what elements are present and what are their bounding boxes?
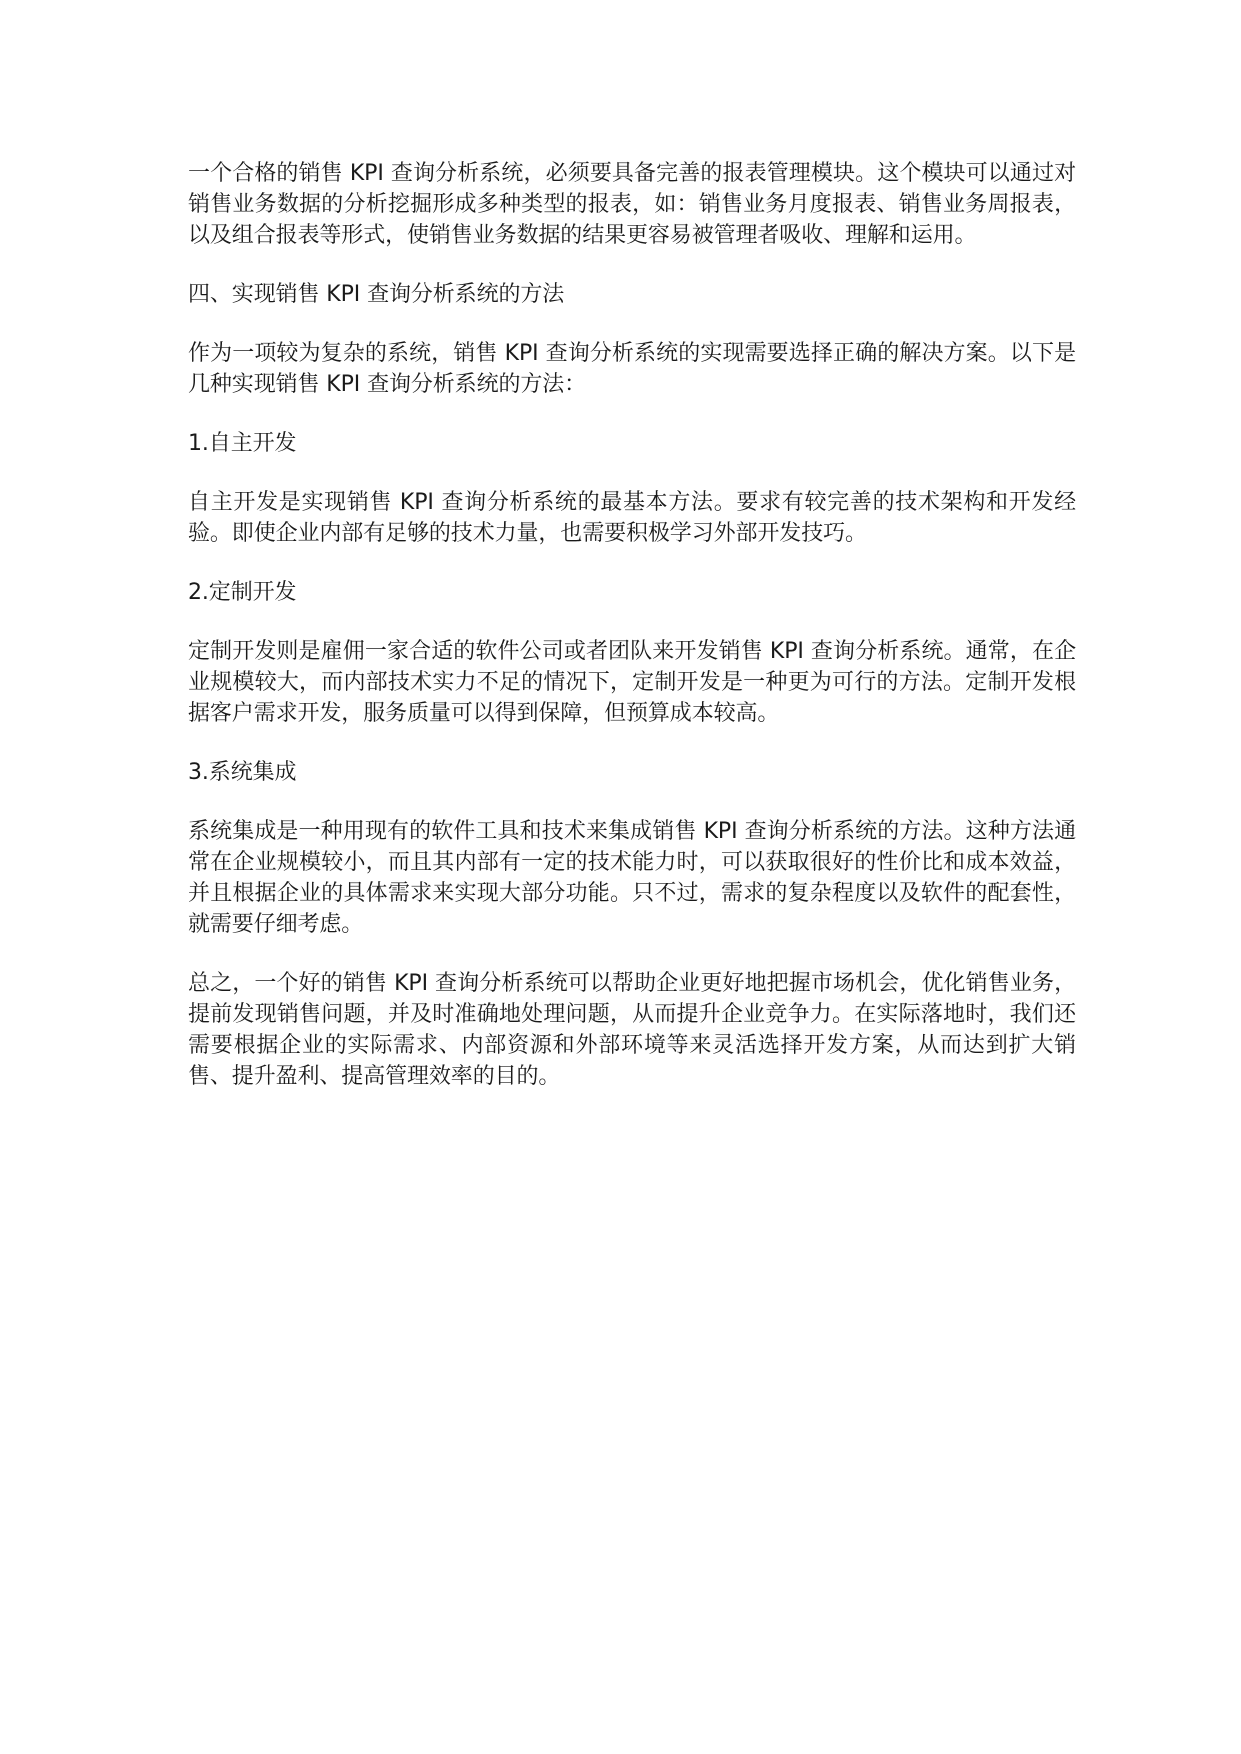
- paragraph-methods-intro: 作为一项较为复杂的系统，销售 KPI 查询分析系统的实现需要选择正确的解决方案。以下是几种实现销售 KPI 查询分析系统的方法：: [188, 341, 1076, 397]
- paragraph-self-development: 自主开发是实现销售 KPI 查询分析系统的最基本方法。要求有较完善的技术架构和开发经验。即使企业内部有足够的技术力量，也需要积极学习外部开发技巧。: [188, 490, 1076, 546]
- section-heading-methods: 四、实现销售 KPI 查询分析系统的方法: [188, 282, 565, 307]
- paragraph-conclusion: 总之，一个好的销售 KPI 查询分析系统可以帮助企业更好地把握市场机会，优化销售业务，提前发现销售问题，并及时准确地处理问题，从而提升企业竞争力。在实际落地时，我们还需要根据企业的实际需求、内部资源和外部环境等来灵活选择开发方案，从而达到扩大销售、提升盈利、提高管理效率的目的。: [188, 971, 1076, 1089]
- subheading-custom-development: 2.定制开发: [188, 580, 297, 605]
- subheading-self-development: 1.自主开发: [188, 431, 297, 456]
- subheading-system-integration: 3.系统集成: [188, 760, 297, 785]
- document-body: [188, 158, 1076, 1120]
- paragraph-system-integration: 系统集成是一种用现有的软件工具和技术来集成销售 KPI 查询分析系统的方法。这种方法通常在企业规模较小，而且其内部有一定的技术能力时，可以获取很好的性价比和成本效益，并且根据企业的具体需求来实现大部分功能。只不过，需求的复杂程度以及软件的配套性，就需要仔细考虑。: [188, 819, 1076, 937]
- paragraph-custom-development: 定制开发则是雇佣一家合适的软件公司或者团队来开发销售 KPI 查询分析系统。通常，在企业规模较大，而内部技术实力不足的情况下，定制开发是一种更为可行的方法。定制开发根据客户需求开发，服务质量可以得到保障，但预算成本较高。: [188, 639, 1076, 726]
- paragraph-report-module: 一个合格的销售 KPI 查询分析系统，必须要具备完善的报表管理模块。这个模块可以通过对销售业务数据的分析挖掘形成多种类型的报表，如：销售业务月度报表、销售业务周报表，以及组合报表等形式，使销售业务数据的结果更容易被管理者吸收、理解和运用。: [188, 161, 1076, 248]
